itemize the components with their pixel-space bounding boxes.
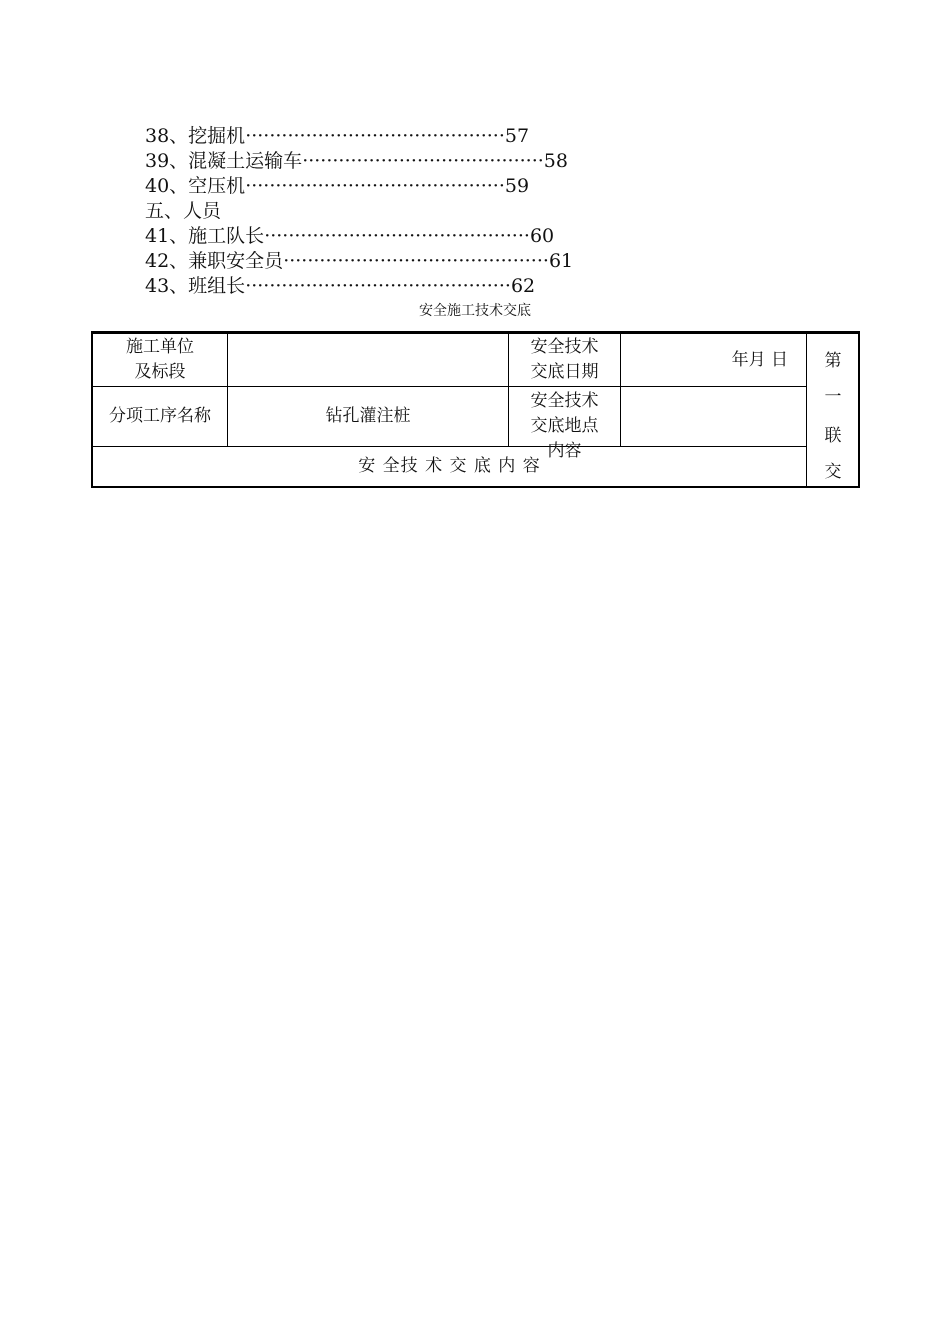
content-title: 安 全技 术 交 底 内 容 xyxy=(358,456,541,476)
toc-leader: ··········································· xyxy=(245,125,505,147)
toc-page: 58 xyxy=(543,150,568,172)
toc-leader: ············································ xyxy=(245,275,511,297)
safety-briefing-form xyxy=(91,331,860,488)
toc-item-39[interactable] xyxy=(145,149,573,174)
toc-item-40[interactable] xyxy=(145,174,573,199)
side-char: 第 xyxy=(824,351,842,371)
unit-label: 施工单位 及标段 xyxy=(93,334,227,387)
toc-leader: ········································ xyxy=(302,150,544,172)
toc-section-personnel xyxy=(145,199,573,224)
toc-leader: ············································ xyxy=(283,250,549,272)
toc-label: 40、空压机 xyxy=(145,175,246,197)
side-char: 一 xyxy=(824,387,842,407)
place-label: 安全技术 交底地点 内容 xyxy=(508,387,620,447)
toc-label: 39、混凝土运输车 xyxy=(145,150,303,172)
toc-page: 57 xyxy=(504,125,530,147)
copy-label-column xyxy=(806,334,858,486)
date-label: 安全技术 交底日期 xyxy=(508,334,620,387)
process-label: 分项工序名称 xyxy=(93,387,227,447)
toc-page: 62 xyxy=(510,275,536,297)
place-field[interactable] xyxy=(620,387,806,447)
toc-label: 五、人员 xyxy=(145,200,222,222)
form-caption: 安全施工技术交底 xyxy=(419,303,531,319)
toc-label: 38、挖掘机 xyxy=(145,125,246,147)
toc-leader: ············································ xyxy=(264,225,530,247)
unit-field[interactable] xyxy=(227,334,508,387)
toc-page: 59 xyxy=(504,175,530,197)
toc-item-43[interactable] xyxy=(145,274,573,299)
toc-item-42[interactable] xyxy=(145,249,573,274)
toc-item-38[interactable] xyxy=(145,124,573,149)
toc-page: 61 xyxy=(548,250,574,272)
toc-label: 41、施工队长 xyxy=(145,225,265,247)
side-char: 联 xyxy=(824,426,842,446)
toc-label: 43、班组长 xyxy=(145,275,246,297)
process-field[interactable]: 钻孔灌注桩 xyxy=(227,387,508,447)
toc-leader: ··········································· xyxy=(245,175,505,197)
table-of-contents xyxy=(145,124,573,299)
date-field[interactable]: 年月 日 xyxy=(620,334,806,387)
toc-item-41[interactable] xyxy=(145,224,573,249)
toc-page: 60 xyxy=(529,225,555,247)
toc-label: 42、兼职安全员 xyxy=(145,250,284,272)
side-char: 交 xyxy=(824,462,842,482)
